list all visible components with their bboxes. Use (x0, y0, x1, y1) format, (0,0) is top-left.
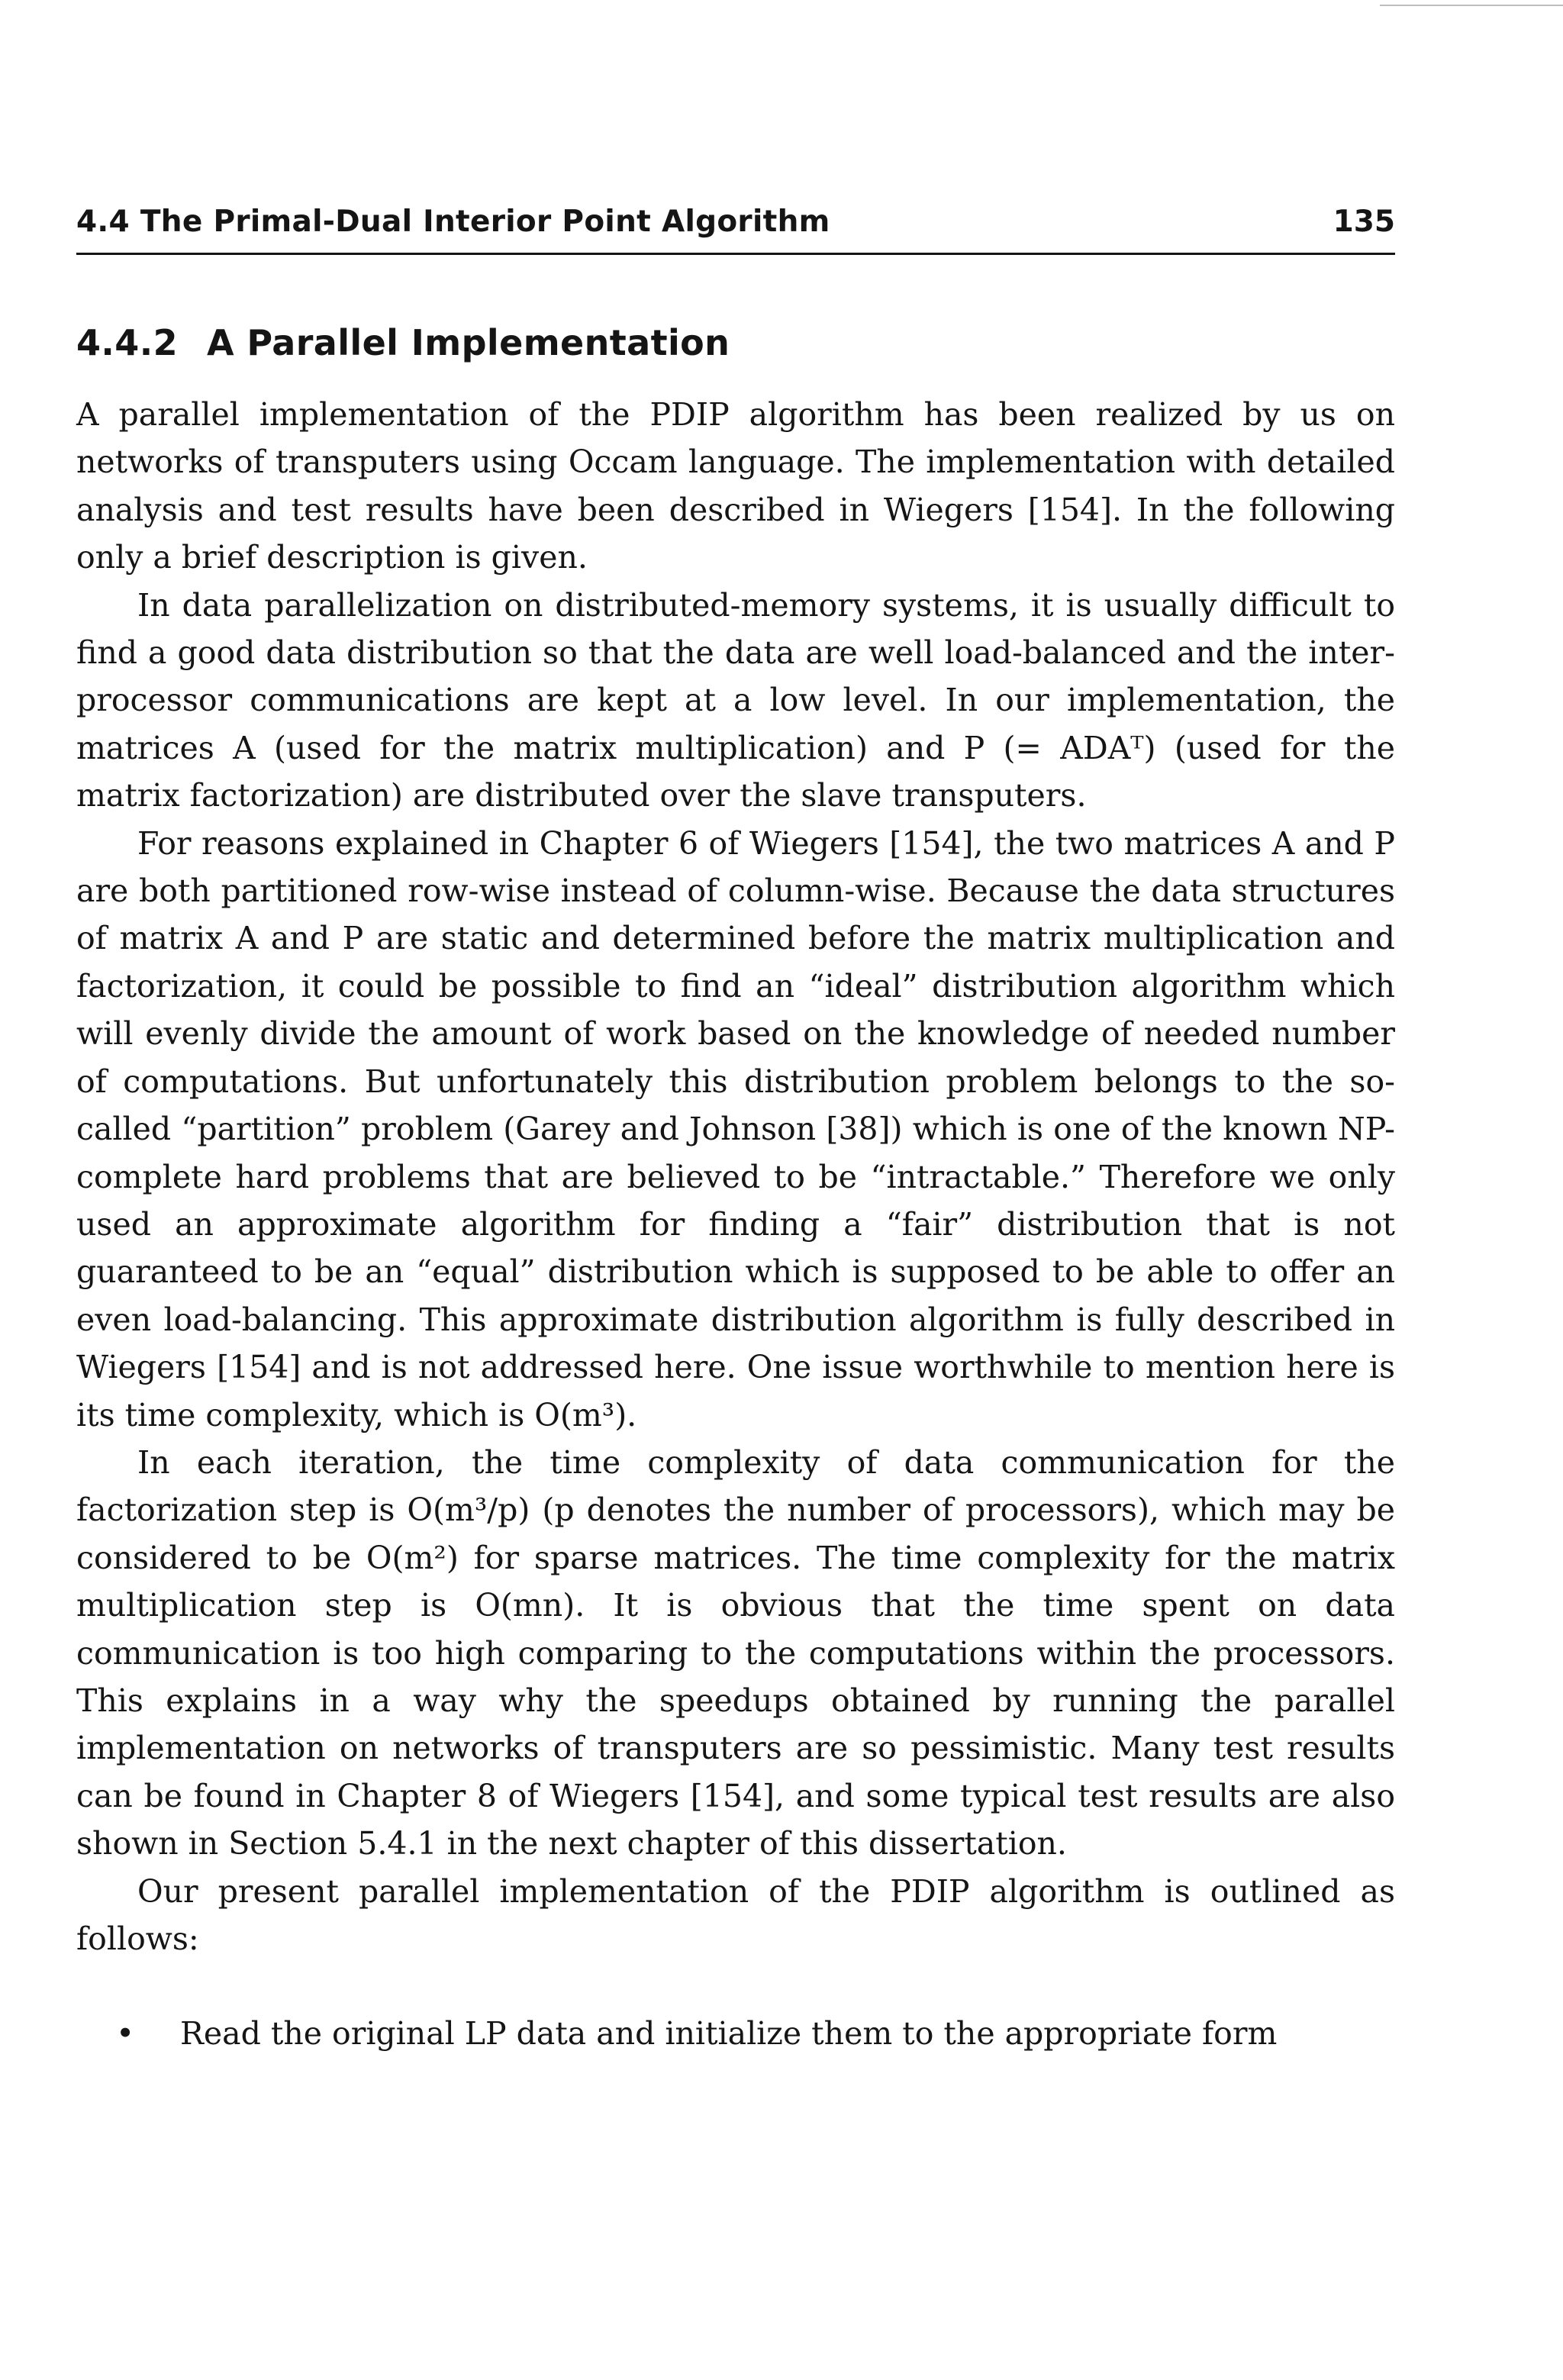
paragraph-data-distribution: In data parallelization on distributed-memory systems, it is usually difficult to find a good data distribution so that the data are well load-balanced and the inter-processor communications are kept at a low level. In our implementation, the matrices A (used for the matrix multiplication) and P (= ADAᵀ) (used for the matrix factorization) are distributed over the slave transputers. (76, 586, 1395, 814)
bullet-text: Read the original LP data and initialize them to the appropriate form (180, 2015, 1278, 2053)
bullet-list (76, 2010, 1395, 2057)
scan-edge-line (1380, 5, 1563, 6)
bullet-mark: • (116, 2015, 135, 2053)
list-item (76, 2010, 1395, 2057)
section-heading (76, 322, 730, 363)
paragraph-complexity: In each iteration, the time complexity of data communication for the factorization step is O(m³/p) (p denotes the number of processors), which may be considered to be O(m²) for sparse matrices. The time complexity for the matrix multiplication step is O(mn). It is obvious that the time spent on data communication is too high comparing to the computations within the processors. This explains in a way why the speedups obtained by running the parallel implementation on networks of transputers are so pessimistic. Many test results can be found in Chapter 8 of Wiegers [154], and some typical test results are also shown in Section 5.4.1 in the next chapter of this dissertation. (76, 1443, 1395, 1862)
section-number: 4.4.2 (76, 322, 178, 363)
paragraph-intro: A parallel implementation of the PDIP algorithm has been realized by us on networks of transputers using Occam language. The implementation with detailed analysis and test results have been described in Wiegers [154]. In the following only a brief description is given. (76, 396, 1395, 576)
running-title: 4.4 The Primal-Dual Interior Point Algorithm (76, 205, 830, 239)
running-header (76, 200, 1395, 255)
paragraph-partitioning: For reasons explained in Chapter 6 of Wiegers [154], the two matrices A and P are both partitioned row-wise instead of column-wise. Because the data structures of matrix A and P are static and determined before the matrix multiplication and factorization, it could be possible to find an “ideal” distribution algorithm which will evenly divide the amount of work based on the knowledge of needed number of computations. But unfortunately this distribution problem belongs to the so-called “partition” problem (Garey and Johnson [38]) which is one of the known NP-complete hard problems that are believed to be “intractable.” Therefore we only used an approximate algorithm for finding a “fair” distribution that is not guaranteed to be an “equal” distribution which is supposed to be able to offer an even load-balancing. This approximate distribution algorithm is fully described in Wiegers [154] and is not addressed here. One issue worthwhile to mention here is its time complexity, which is O(m³). (76, 824, 1395, 1433)
page-number: 135 (1333, 205, 1395, 239)
body-text (76, 391, 1395, 2058)
paragraph-outline-intro: Our present parallel implementation of the PDIP algorithm is outlined as follows: (76, 1872, 1395, 1957)
section-title: A Parallel Implementation (206, 322, 730, 363)
